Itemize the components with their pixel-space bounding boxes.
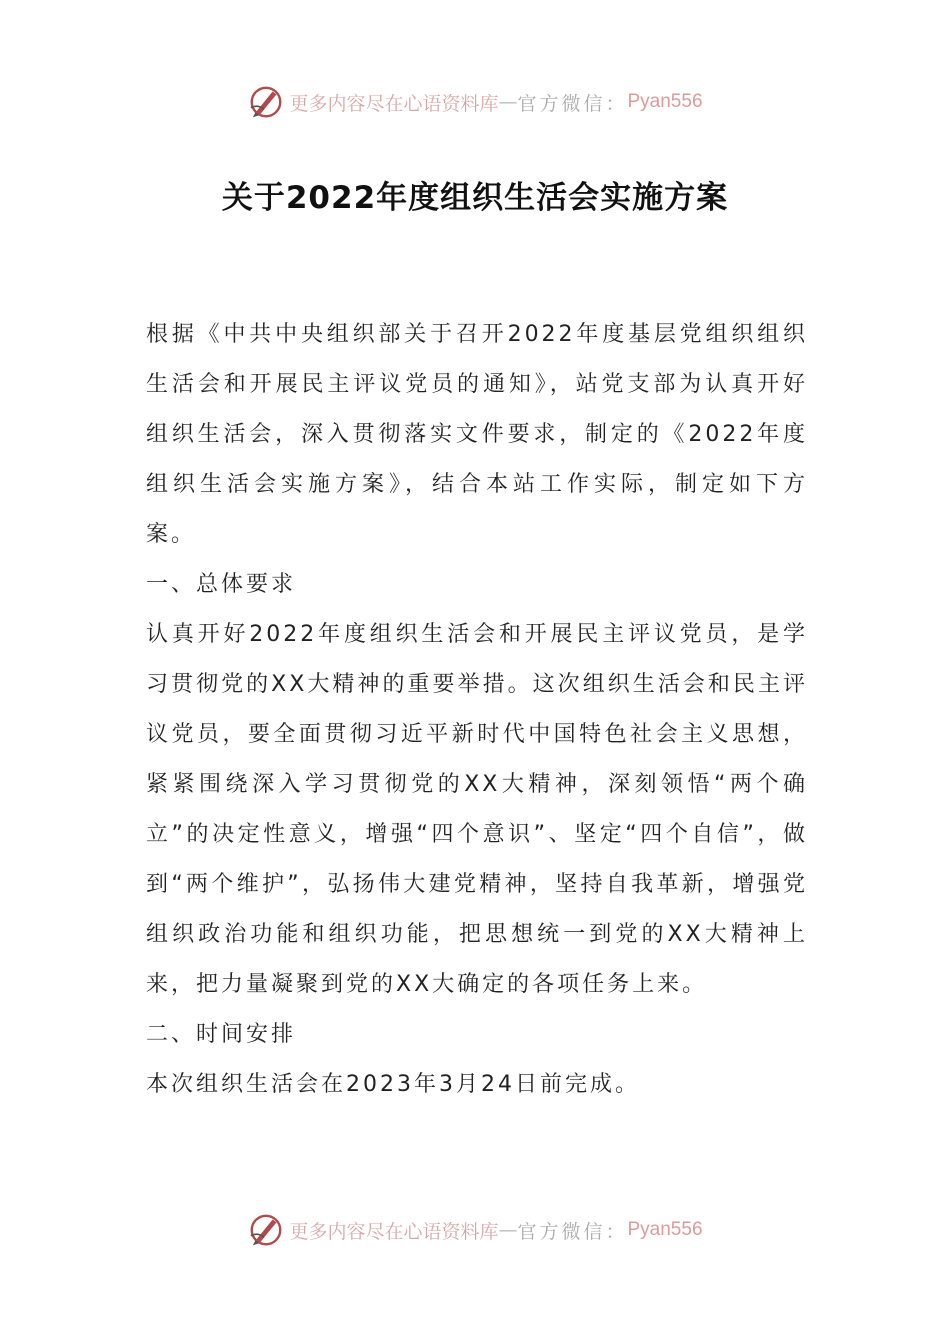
schedule-paragraph: 本次组织生活会在2023年3月24日前完成。 xyxy=(146,1072,640,1097)
footer-banner xyxy=(0,1208,950,1252)
banner-text: 更多内容尽在心语资料库 xyxy=(289,92,499,115)
banner-separator: — xyxy=(498,1219,518,1241)
pen-in-circle-icon xyxy=(247,83,285,121)
general-requirements-paragraph: 认真开好2022年度组织生活会和开展民主评议党员，是学习贯彻党的XX大精神的重要举措。这次组织生活会和民主评议党员，要全面贯彻习近平新时代中国特色社会主义思想，紧紧围绕深入学习贯彻党的XX大精神，深刻领悟“两个确立”的决定性意义，增强“四个意识”、坚定“四个自信”，做到“两个维护”，弘扬伟大建党精神，坚持自我革新，增强党组织政治功能和组织功能，把思想统一到党的XX大精神上来，把力量凝聚到党的XX大确定的各项任务上来。 xyxy=(146,622,808,997)
document-title: 关于2022年度组织生活会实施方案 xyxy=(221,180,729,216)
intro-paragraph: 根据《中共中央组织部关于召开2022年度基层党组织组织生活会和开展民主评议党员的通知》，站党支部为认真开好组织生活会，深入贯彻落实文件要求，制定的《2022年度组织生活会实施方案》，结合本站工作实际，制定如下方案。 xyxy=(146,322,808,547)
header-banner xyxy=(0,80,950,124)
banner-wechat-label: 官方微信： xyxy=(517,92,628,115)
banner-separator: — xyxy=(498,91,518,113)
banner-text: 更多内容尽在心语资料库 xyxy=(289,1220,499,1243)
banner-wechat-id: Pyan556 xyxy=(627,91,703,112)
pen-in-circle-icon xyxy=(247,1211,285,1249)
section-heading-schedule: 二、时间安排 xyxy=(146,1022,297,1047)
banner-wechat-id: Pyan556 xyxy=(627,1219,703,1240)
section-heading-general-requirements: 一、总体要求 xyxy=(146,572,297,597)
banner-wechat-label: 官方微信： xyxy=(517,1220,628,1243)
document-body xyxy=(146,310,808,1110)
